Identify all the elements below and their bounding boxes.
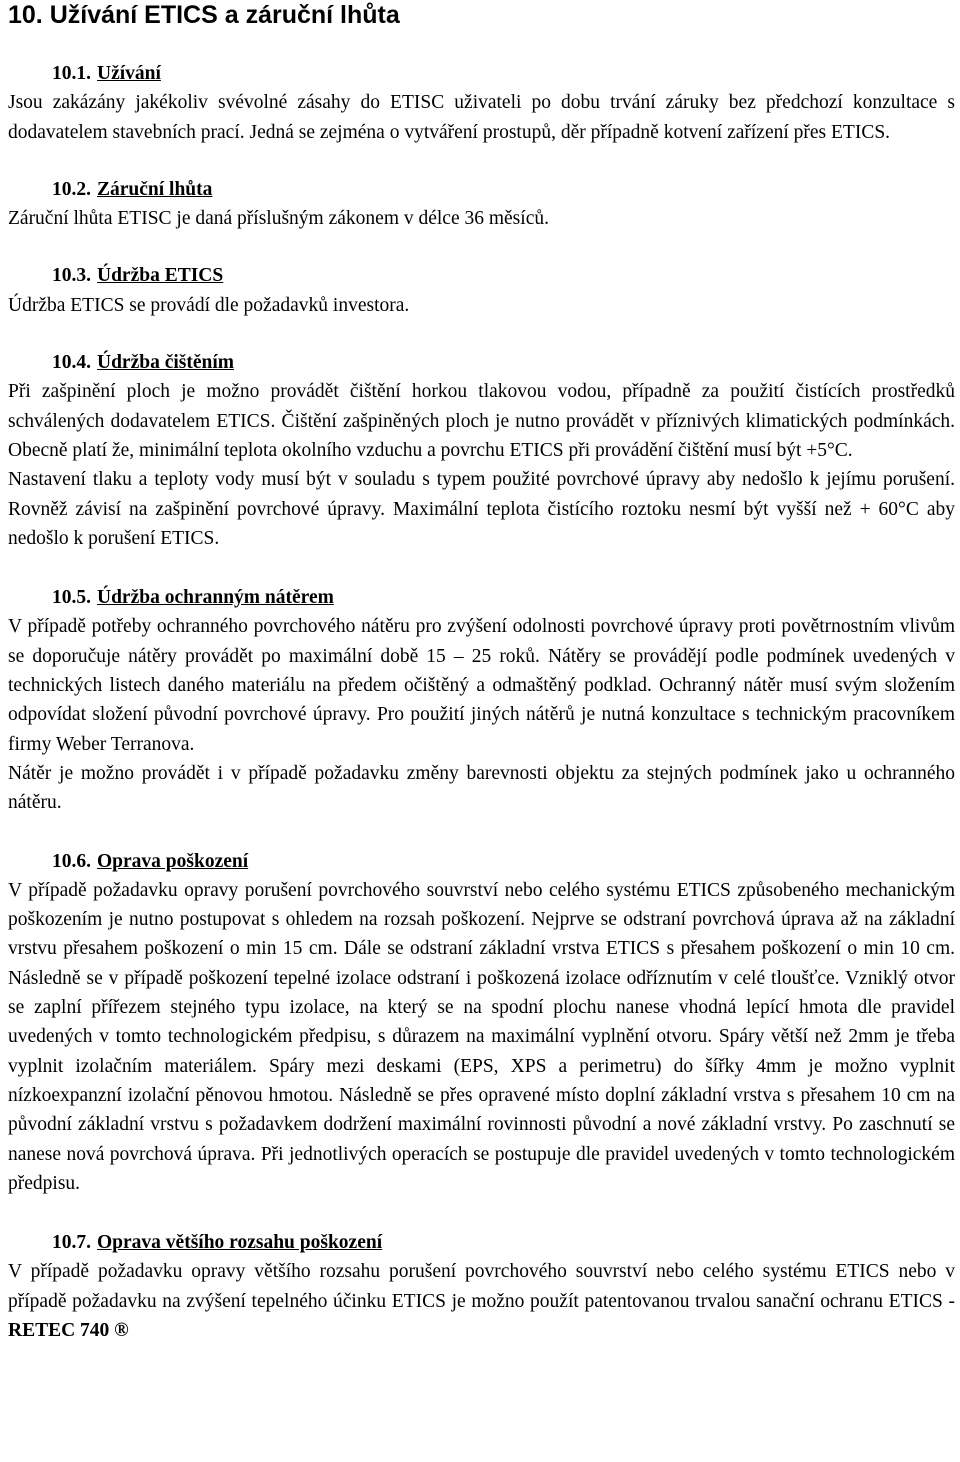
section-heading xyxy=(52,1228,955,1257)
document-page xyxy=(8,0,955,1345)
section-10-7 xyxy=(8,1228,955,1345)
section-paragraph: Údržba ETICS se provádí dle požadavků investora. xyxy=(8,294,410,316)
section-paragraph: Nátěr je možno provádět i v případě požadavku změny barevnosti objektu za stejných podmínek jako u ochranného nátěru. xyxy=(8,762,955,814)
section-number: 10.2. xyxy=(52,178,91,200)
section-title: Údržba ochranným nátěrem xyxy=(97,587,334,609)
section-number: 10.7. xyxy=(52,1232,91,1254)
section-paragraph: V případě potřeby ochranného povrchového nátěru pro zvýšení odolnosti povrchové úpravy proti povětrnostním vlivům se doporučuje nátěry provádět po maximální době 15 – 25 roků. Nátěry se provádějí podle podmínek uvedených v technických listech daného materiálu na předem očištěný a odmaštěný podklad. Ochranný nátěr musí svým složením odpovídat složení původní povrchové úpravy. Pro použití jiných nátěrů je nutná konzultace s technickým pracovníkem firmy Weber Terranova. xyxy=(8,616,955,755)
section-heading xyxy=(52,175,955,204)
section-paragraph: Nastavení tlaku a teploty vody musí být v souladu s typem použité povrchové úpravy aby nedošlo k jejímu porušení. Rovněž závisí na zašpinění povrchové úpravy. Maximální teplota čistícího roztoku nesmí být vyšší než + 60°C aby nedošlo k porušení ETICS. xyxy=(8,469,955,549)
section-title: Údržba ETICS xyxy=(97,265,224,287)
section-heading xyxy=(52,261,955,290)
section-10-1 xyxy=(8,59,955,147)
section-number: 10.6. xyxy=(52,850,91,872)
section-heading xyxy=(52,59,955,88)
section-paragraph: Při zašpinění ploch je možno provádět čištění horkou tlakovou vodou, případně za použití čistících prostředků schválených dodavatelem ETICS. Čištění zašpiněných ploch je nutno provádět v příznivých klimatických podmínkách. Obecně platí že, minimální teplota okolního vzduchu a povrchu ETICS při provádění čištění musí být +5°C. xyxy=(8,381,955,461)
section-10-2 xyxy=(8,175,955,234)
section-title: Užívání xyxy=(97,63,161,84)
section-number: 10.1. xyxy=(52,63,91,84)
section-heading xyxy=(52,583,955,612)
section-number: 10.4. xyxy=(52,352,91,374)
document-title: 10. Užívání ETICS a záruční lhůta xyxy=(8,1,400,29)
section-title: Záruční lhůta xyxy=(97,178,213,200)
section-title: Oprava většího rozsahu poškození xyxy=(97,1232,383,1254)
section-heading xyxy=(52,847,955,876)
section-10-3 xyxy=(8,261,955,320)
paragraph-text: V případě požadavku opravy většího rozsahu porušení povrchového souvrství nebo celého systému ETICS nebo v případě požadavku na zvýšení tepelného účinku ETICS je možno použít patentovanou trvalou sanační ochranu ETICS - xyxy=(8,1261,955,1312)
section-10-4 xyxy=(8,348,955,553)
section-paragraph: Záruční lhůta ETISC je daná příslušným zákonem v délce 36 měsíců. xyxy=(8,208,549,230)
section-10-5 xyxy=(8,583,955,817)
product-name: RETEC 740 ® xyxy=(8,1319,129,1341)
section-paragraph xyxy=(8,1257,955,1345)
section-title: Údržba čištěním xyxy=(97,352,235,374)
section-paragraph: Jsou zakázány jakékoliv svévolné zásahy do ETISC uživateli po dobu trvání záruky bez předchozí konzultace s dodavatelem stavebních prací. Jedná se zejména o vytváření prostupů, děr případně kotvení zařízení přes ETICS. xyxy=(8,92,955,143)
section-title: Oprava poškození xyxy=(97,850,249,872)
section-paragraph: V případě požadavku opravy porušení povrchového souvrství nebo celého systému ETICS způsobeného mechanickým poškozením je nutno postupovat s ohledem na rozsah poškození. Nejprve se odstraní povrchová úprava až na základní vrstvu přesahem poškození o min 15 cm. Dále se odstraní základní vrstva ETICS s přesahem poškození o min 10 cm. Následně se v případě poškození tepelné izolace odstraní i poškozená izolace odříznutím v celé tloušťce. Vzniklý otvor se zaplní přířezem stejného typu izolace, na který se na spodní plochu nanese vhodná lepící hmota dle pravidel uvedených v tomto technologickém předpisu, s důrazem na maximální vyplnění otvoru. Spáry větší než 2mm je třeba vyplnit izolačním materiálem. Spáry mezi deskami (EPS, XPS a perimetru) do šířky 4mm je možno vyplnit nízkoexpanzní izolační pěnovou hmotou. Následně se přes opravené místo doplní základní vrstva s přesahem 10 cm na původní základní vrstvu s požadavkem dodržení maximální rovinnosti původní a nové základní vrstvy. Po zaschnutí se nanese nová povrchová úprava. Při jednotlivých operacích se postupuje dle pravidel uvedených v tomto technologickém předpisu. xyxy=(8,879,955,1194)
section-10-6 xyxy=(8,847,955,1199)
section-number: 10.5. xyxy=(52,587,91,609)
section-number: 10.3. xyxy=(52,265,91,287)
section-heading xyxy=(52,348,955,377)
